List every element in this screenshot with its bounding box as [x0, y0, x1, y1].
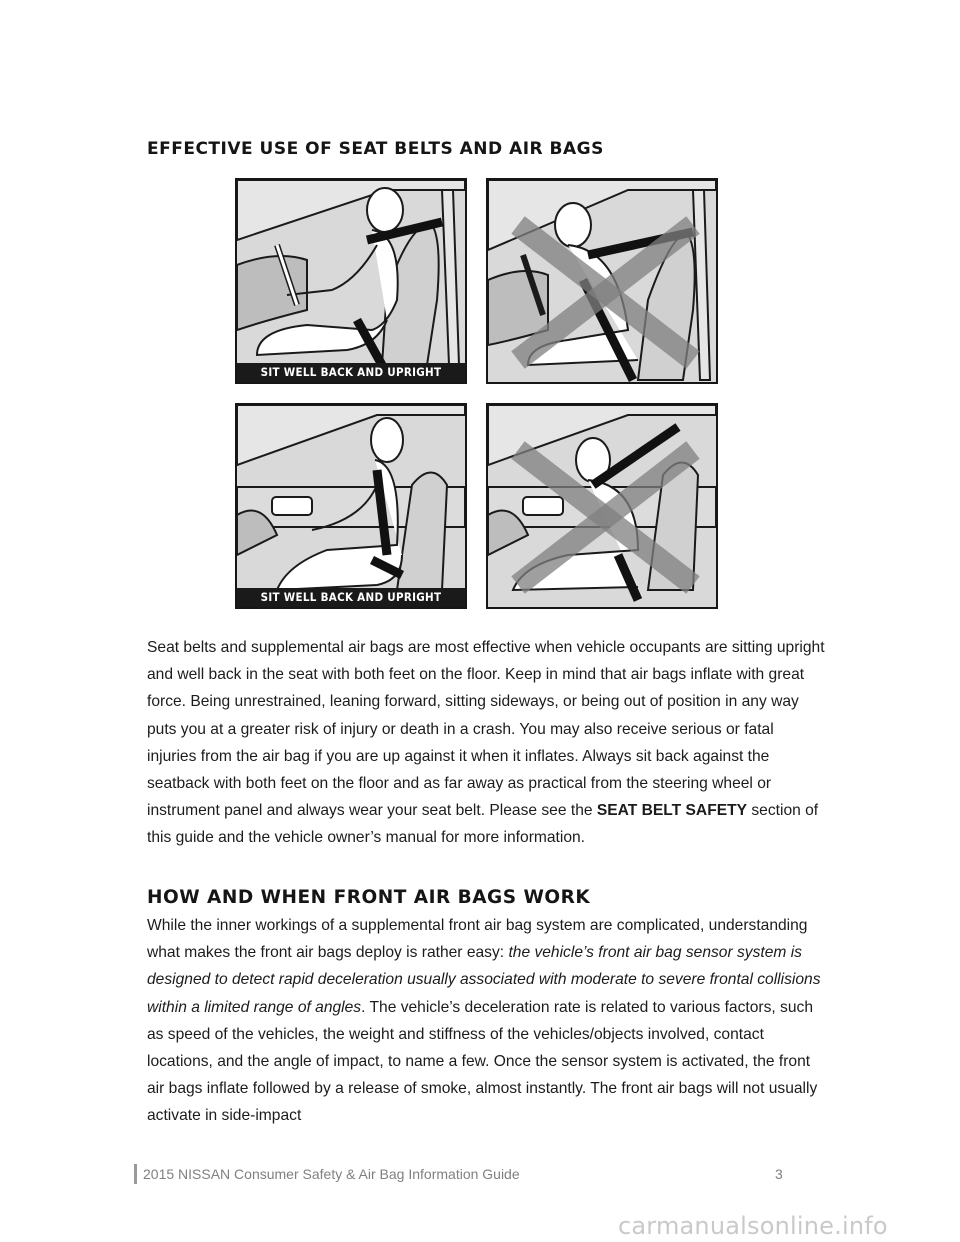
figure-caption: SIT WELL BACK AND UPRIGHT	[237, 588, 465, 607]
page-number: 3	[775, 1166, 783, 1182]
passenger-upright-icon	[237, 405, 465, 607]
watermark: carmanualsonline.info	[618, 1212, 888, 1240]
seat-belt-safety-reference: SEAT BELT SAFETY	[596, 802, 748, 820]
section-heading-how-and-when: HOW AND WHEN FRONT AIR BAGS WORK	[147, 887, 591, 908]
paragraph-text: . The vehicle’s deceleration rate is related to various factors, such as speed of the vehicles, the weight and stiffness of the vehicles/objects involved, contact locations, and the angle of impact, to name a few. Once the sensor system is activated, the front air bags inflate followed by a release of smoke, almost instantly. The front air bags will not usually activate in side-impact	[147, 998, 818, 1125]
paragraph-text: Seat belts and supplemental air bags are most effective when vehicle occupants are sitting upright and well back in the seat with both feet on the floor. Keep in mind that air bags inflate with great force. Being unrestrained, leaning forward, sitting sideways, or being out of position in any way puts you at a greater risk of injury or death in a crash. You may also receive serious or fatal injuries from the air bag if you are up against it when it inflates. Always sit back against the seatback with both feet on the floor and as far away as practical from the steering wheel or instrument panel and always wear your seat belt. Please see the	[147, 639, 825, 820]
paragraph-how-air-bags-work	[147, 912, 827, 1130]
illustration-correct-passenger-posture	[235, 403, 467, 609]
footer-divider	[134, 1164, 137, 1184]
section-heading-effective-use: EFFECTIVE USE OF SEAT BELTS AND AIR BAGS	[147, 139, 604, 159]
incorrect-posture-icon	[488, 180, 716, 382]
illustration-incorrect-passenger-posture	[486, 403, 718, 609]
paragraph-text: section of this guide and the vehicle owner’s manual for more information.	[147, 802, 819, 847]
illustration-correct-driver-posture	[235, 178, 467, 384]
paragraph-text: While the inner workings of a supplemental front air bag system are complicated, understanding what makes the front air bags deploy is rather easy:	[147, 917, 808, 962]
incorrect-posture-icon	[488, 405, 716, 607]
footer-title: 2015 NISSAN Consumer Safety & Air Bag Information Guide	[143, 1166, 520, 1182]
driver-upright-icon	[237, 180, 465, 382]
paragraph-italic-text: the vehicle’s front air bag sensor system is designed to detect rapid deceleration usually associated with moderate to severe frontal collisions within a limited range of angles	[147, 944, 821, 1016]
paragraph-effective-use	[147, 634, 827, 852]
illustration-incorrect-leaning-forward	[486, 178, 718, 384]
figure-caption: SIT WELL BACK AND UPRIGHT	[237, 363, 465, 382]
